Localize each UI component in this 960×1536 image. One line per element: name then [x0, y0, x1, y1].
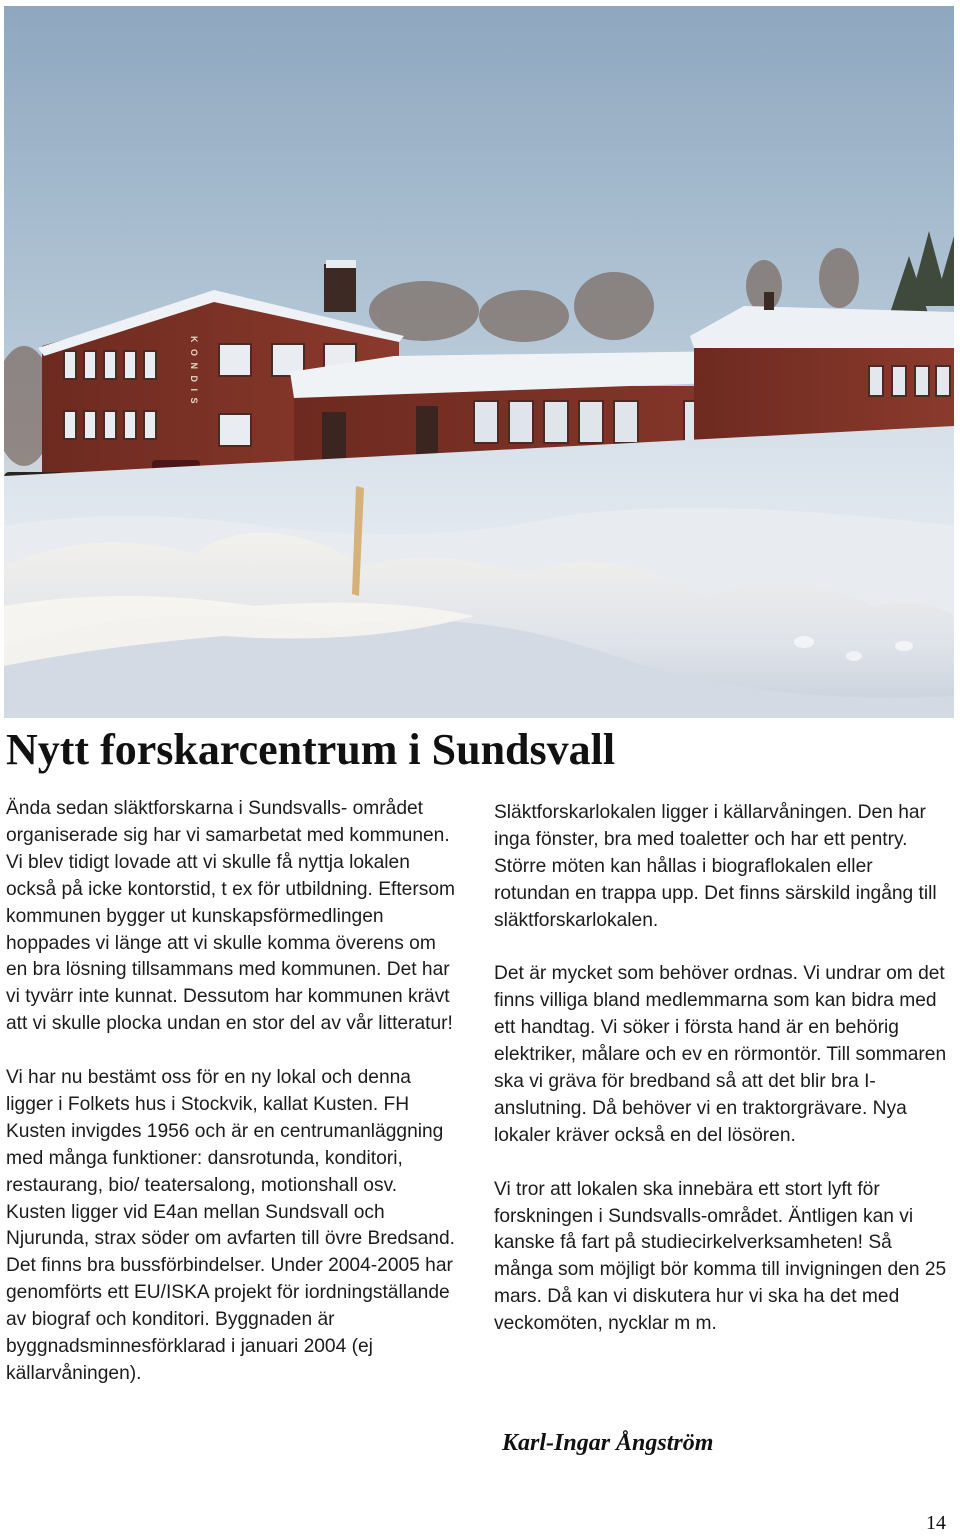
paragraph: Släktforskarlokalen ligger i källarvåningen. Den har inga fönster, bra med toaletter och har ett pentry. Större möten kan hållas i biograflokalen eller rotundan en trappa upp. Det finns särskild ingång till släktforskarlokalen.	[494, 802, 937, 931]
paragraph: Vi tror att lokalen ska innebära ett stort lyft för forskningen i Sundsvalls-området. Äntligen kan vi kanske få fart på studiecirkelverksamheten! Så många som möjligt bör komma till invigningen den 25 mars. Då kan vi diskutera hur vi ska ha det med veckomöten, nycklar m m.	[494, 1178, 947, 1335]
winter-building-illustration	[4, 6, 954, 718]
kondis-sign: K O N D I S	[189, 336, 199, 406]
author-signature: Karl-Ingar Ångström	[502, 1430, 714, 1456]
paragraph-spacer	[494, 1150, 950, 1177]
article-title: Nytt forskarcentrum i Sundsvall	[6, 725, 616, 774]
article-right-column	[494, 800, 950, 1338]
paragraph: Det är mycket som behöver ordnas. Vi undrar om det finns villiga bland medlemmarna som kan bidra med ett handtag. Vi söker i första hand är en behörig elektriker, målare och ev en rörmontör. Till sommaren ska vi gräva för bredband så att det blir bra I-anslutning. Då behöver vi en traktorgrävare. Nya lokaler kräver också en del lösören.	[494, 963, 947, 1146]
paragraph: Vi har nu bestämt oss för en ny lokal och denna ligger i Folkets hus i Stockvik, kallat Kusten. FH Kusten invigdes 1956 och är en centrumanläggning med många funktioner: dansrotunda, konditori, restaurang, bio/ teatersalong, motionshall osv. Kusten ligger vid E4an mellan Sundsvall och Njurunda, strax söder om avfarten till övre Bredsand. Det finns bra bussförbindelser. Under 2004-2005 har genomförts ett EU/ISKA projekt för iordningställande av biograf och konditori. Byggnaden är byggnadsminnesförklarad i januari 2004 (ej källarvåningen).	[6, 1067, 455, 1385]
page-number: 14	[926, 1512, 946, 1534]
paragraph-spacer	[494, 935, 950, 962]
paragraph: Ända sedan släktforskarna i Sundsvalls- området organiserade sig har vi samarbetat med kommunen. Vi blev tidigt lovade att vi skulle få nyttja lokalen också på icke kontorstid, t ex för utbildning. Eftersom kommunen bygger ut kunskapsförmedlingen hoppades vi länge att vi skulle komma överens om en bra lösning tillsammans med kommunen. Det har vi tyvärr inte kunnat. Dessutom har kommunen krävt att vi skulle plocka undan en stor del av vår litteratur!	[6, 798, 455, 1035]
paragraph-spacer	[6, 1038, 462, 1065]
kusten-building-photo	[4, 6, 954, 718]
article-left-column	[6, 796, 462, 1388]
